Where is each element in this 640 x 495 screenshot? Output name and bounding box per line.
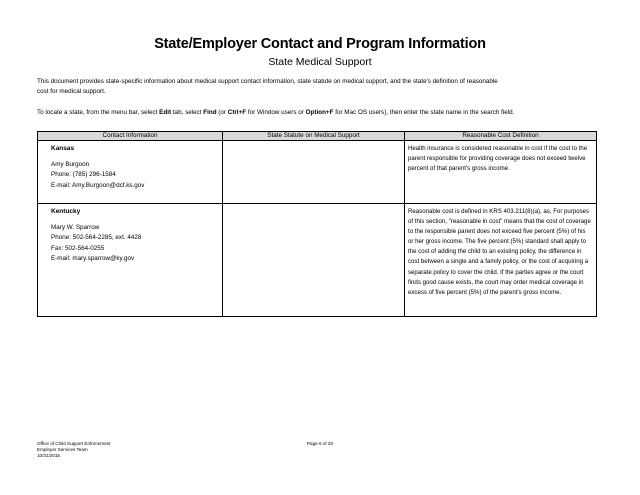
instr-text-2: tab, select [171, 109, 204, 116]
contact-email: E-mail: Amy.Burgoon@dcf.ks.gov [51, 181, 145, 189]
page-subtitle: State Medical Support [268, 56, 372, 68]
intro-line-1: This document provides state-specific information about medical support contact information, state statute on medical support, and the state's definition of reasonable [37, 78, 498, 85]
contact-name: Amy Burgoon [51, 161, 90, 168]
contact-phone: Phone: (785) 296-1584 [51, 171, 116, 179]
contact-cell [38, 141, 223, 204]
state-info-table [37, 131, 597, 317]
table-row-kentucky [38, 204, 597, 317]
definition-cell [405, 204, 597, 317]
definition-text: Reasonable cost is defined in KRS 403.211(8)(a), as, For purposes of this section, "reasonable in cost" means that the cost of coverage to the responsible parent does not exceed five percent (5%) of his or her gross income. The five percent (5%) standard shall apply to the cost of adding the child to an existing policy, the difference in cost between a single and a family policy, or the cost of acquiring a separate policy to cover the child. If the parties agree or the court finds good cause exists, the court may order medical coverage in excess of five percent (5%) of the parent's gross income. [408, 208, 591, 296]
contact-name: Mary W. Sparrow [51, 224, 100, 231]
contact-cell [38, 204, 223, 317]
footer-office: Office of Child Support Enforcement [37, 441, 111, 446]
instr-option-f: Option+F [305, 109, 334, 116]
instr-text-1: To locate a state, from the menu bar, select [37, 109, 160, 116]
statute-cell [223, 204, 405, 317]
statute-cell [223, 141, 405, 204]
page-number: Page 6 of 20 [306, 441, 334, 446]
table-header-row [38, 132, 597, 141]
contact-phone: Phone: 502-564-2285, ext. 4428 [51, 234, 142, 242]
intro-line-2: cost for medical support. [37, 88, 106, 95]
state-name: Kansas [51, 145, 75, 152]
instr-text-5: for Mac OS users), then enter the state name in the search field. [333, 109, 515, 116]
instr-edit: Edit [159, 109, 172, 116]
contact-details [38, 216, 222, 265]
header-state-statute: State Statute on Medical Support [223, 132, 405, 141]
instr-text-4: for Window users or [246, 109, 306, 116]
header-reasonable-cost: Reasonable Cost Definition [405, 132, 597, 141]
definition-text: Health insurance is considered reasonable in cost if the cost to the parent responsible for providing coverage does not exceed twelve percent of that parent's gross income. [408, 145, 588, 173]
contact-fax: Fax: 502-564-0255 [51, 244, 105, 252]
footer-date: 10/31/2015 [37, 453, 60, 458]
header-contact-information: Contact Information [38, 132, 223, 141]
footer-team: Employer Services Team [37, 447, 88, 452]
instr-text-3: (or [216, 109, 228, 116]
contact-details [38, 153, 222, 191]
definition-cell [405, 141, 597, 204]
page-title: State/Employer Contact and Program Information [154, 36, 486, 52]
search-instructions [37, 108, 617, 118]
instr-find: Find [203, 109, 217, 116]
instr-ctrl-f: Ctrl+F [227, 109, 247, 116]
intro-paragraph [37, 77, 597, 97]
footer-organization [37, 441, 110, 459]
contact-email: E-mail: mary.sparrow@ky.gov [51, 255, 135, 263]
table-row-kansas [38, 141, 597, 204]
state-name: Kentucky [51, 208, 81, 215]
